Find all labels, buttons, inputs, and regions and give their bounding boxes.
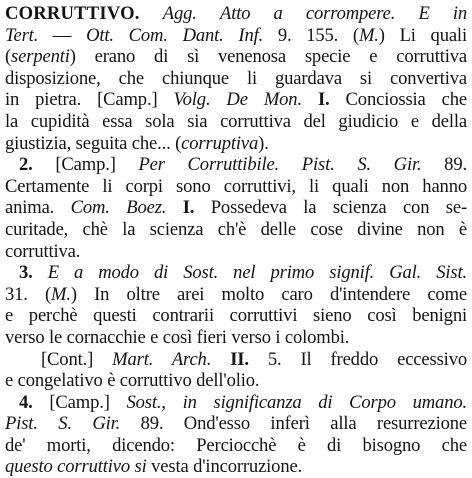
text-segment: e perchè questi contrarii corruttivi sieno così benigni [5,305,467,327]
bold-text: II. [230,348,249,370]
text-segment [211,349,230,370]
italic-text: Per Corruttibile. Pist. S. Gir. [138,154,422,176]
text-segment: [Camp.] [32,391,127,413]
text-segment: in pietra. [Camp.] [5,89,174,111]
italic-text: Ott. Com. Dant. Inf. [86,24,264,46]
text-segment: ) erano di sì venenosa specie e corruttiva [69,46,467,68]
text-segment: ). [258,132,269,154]
bold-text: 3. [19,262,33,284]
italic-text: M. [51,283,71,305]
bold-text: 2. [19,154,33,176]
text-segment: — [38,24,87,46]
bold-text: I. [317,89,330,111]
italic-text: Pist. S. Gir. [5,413,121,435]
text-segment [197,3,220,24]
italic-text: corruptiva [181,132,259,154]
text-line [5,349,467,371]
text-line [5,370,467,392]
text-line [5,111,467,133]
text-segment: 89. Ond'esso inferì alla resurrezione [120,413,467,435]
text-segment: [Cont.] [41,348,113,370]
text-line [5,89,467,111]
text-line [5,197,467,219]
italic-text: Sost. [126,391,162,413]
text-line [5,176,467,198]
text-segment: de' morti, dicendo: Perciocchè è di bisogno che [5,434,467,456]
text-segment: Conciossia che [329,89,467,111]
text-segment: [Camp.] [32,154,139,176]
text-segment: ) Li quali [378,24,467,46]
italic-text: Volg. De Mon. [173,89,302,111]
text-segment: 9. 155. ( [263,24,359,46]
text-line [5,25,467,47]
text-line [5,413,467,435]
text-segment: , [161,391,183,413]
italic-text: Atto a corrompere. [219,3,396,24]
text-line [5,262,467,284]
text-segment: 5. Il freddo eccessivo [248,348,467,370]
text-line [5,456,467,478]
text-segment: corruttiva. [5,240,81,262]
text-segment [302,89,318,110]
text-line [5,241,467,263]
text-line [5,68,467,90]
text-segment: giustizia, seguita che... ( [5,132,182,154]
text-line [5,133,467,155]
text-segment: 31. ( [5,283,52,305]
text-line [5,46,467,68]
italic-text: Com. Boez. [70,197,167,219]
text-segment [33,262,48,283]
text-segment: disposizione, che chiunque li guardava si convertiva [5,67,467,89]
text-segment: ( [5,46,12,68]
bold-text: 4. [19,391,33,413]
italic-text: serpenti [11,46,70,68]
text-line [5,3,467,25]
italic-text: Tert. [5,24,39,46]
italic-text: Mart. Arch. [112,348,212,370]
italic-text: in significanza di Corpo umano. [182,391,467,413]
text-line [5,305,467,327]
bold-text: I. [182,197,195,219]
text-segment: 89. [421,154,467,176]
text-segment: la cupidità essa sola sia corruttiva del giudicio e della [5,110,467,132]
text-line [5,327,467,349]
italic-text: E a modo di Sost. nel primo signif. Gal. Sist. [47,262,467,284]
text-segment: Possedeva la scienza con se- [194,197,467,219]
text-segment [140,3,163,24]
text-segment: ) In oltre arei molto caro d'intendere come [70,283,467,305]
italic-text: M. [358,24,379,46]
text-segment: e congelativo è corruttivo dell'olio. [5,370,260,392]
text-segment [395,3,418,24]
text-segment: vesta d'incorruzione. [146,456,303,478]
italic-text: Agg. [162,3,197,24]
text-line [5,284,467,306]
text-segment: anima. [5,197,71,219]
text-segment: verso le cornacchie e così fieri verso i colombi. [5,326,350,348]
text-line [5,219,467,241]
text-line [5,435,467,457]
text-line [5,392,467,414]
text-segment: curitade, chè la scienza ch'è delle cose divine non è [5,218,467,240]
text-segment: Certamente li corpi sono corruttivi, li quali non hanno [5,175,467,197]
text-line [5,154,467,176]
italic-text: questo corruttivo si [5,456,147,478]
text-segment [166,197,182,218]
italic-text: E in [418,3,467,24]
headword: CORRUTTIVO. [5,3,140,24]
